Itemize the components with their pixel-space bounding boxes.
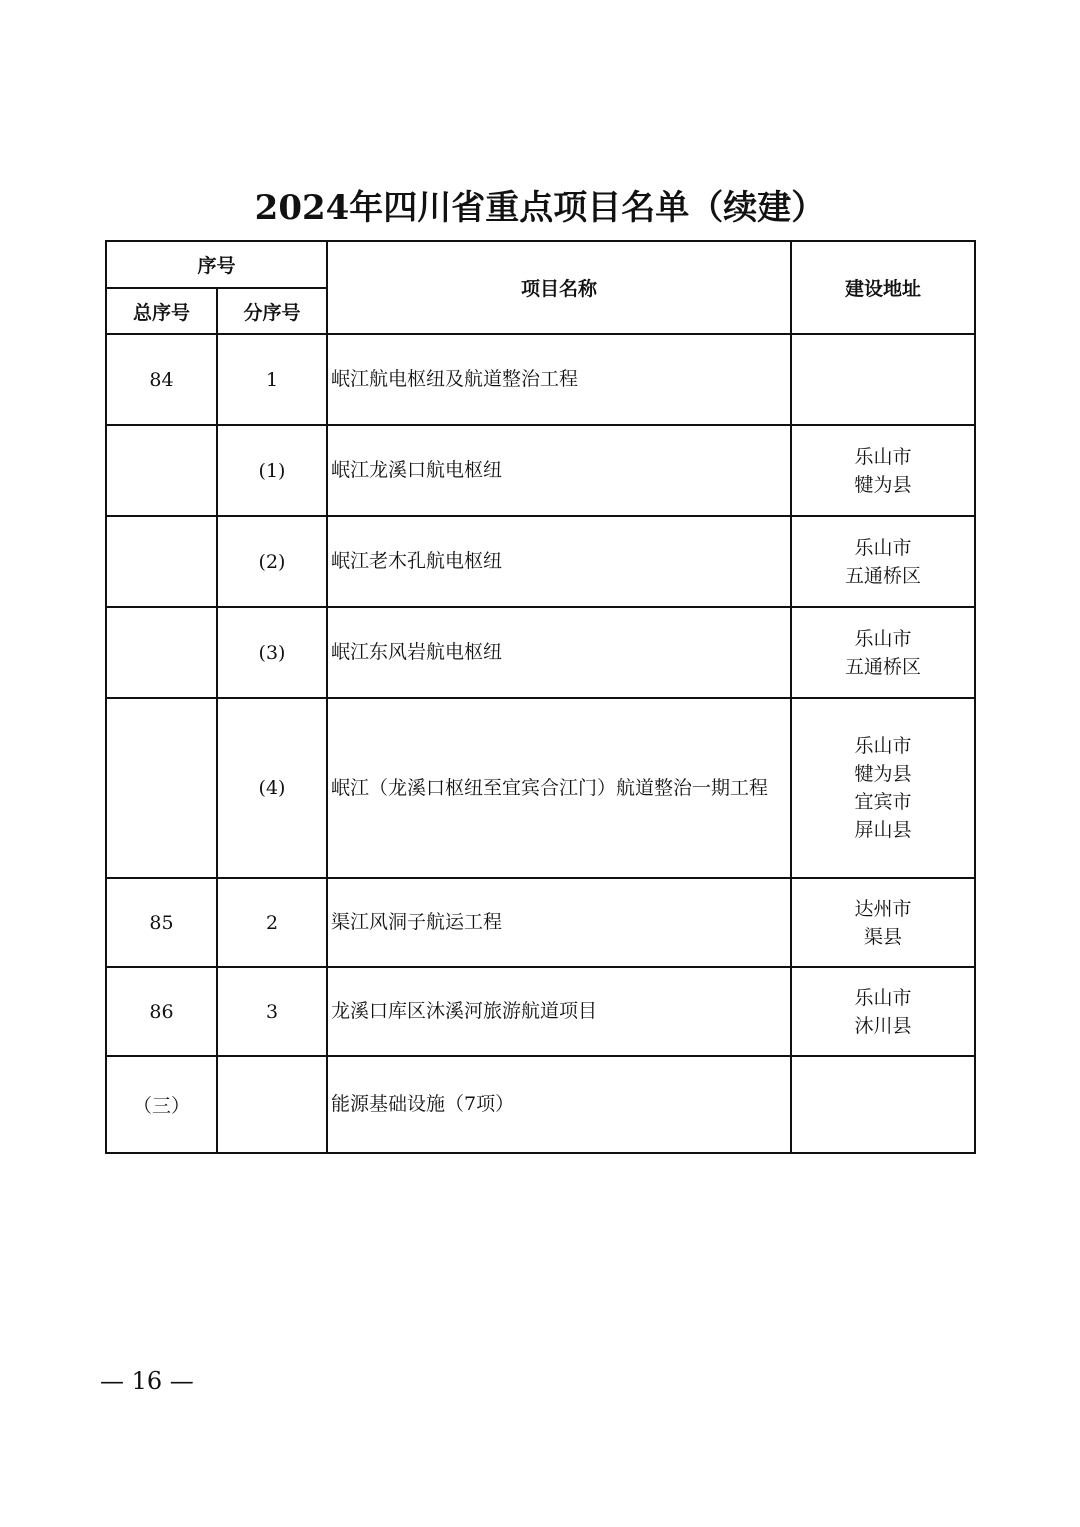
sub-seq-cell: 3: [217, 967, 327, 1056]
sub-seq-cell: (4): [217, 698, 327, 878]
header-sub-seq: 分序号: [217, 288, 327, 334]
address-line: 乐山市: [854, 986, 912, 1009]
project-table: [105, 240, 976, 1154]
sub-seq-cell: 1: [217, 334, 327, 425]
sub-seq-cell: (3): [217, 607, 327, 698]
table-row: [106, 607, 975, 698]
header-name: 项目名称: [327, 241, 791, 334]
address-line: 五通桥区: [845, 564, 922, 587]
total-seq-cell: 84: [106, 334, 217, 425]
page-title: 2024年四川省重点项目名单（续建）: [254, 188, 826, 228]
sub-seq-cell: 2: [217, 878, 327, 967]
total-seq-cell: （三）: [106, 1056, 217, 1153]
table-row: [106, 698, 975, 878]
address-cell: [791, 878, 975, 967]
table-row: [106, 516, 975, 607]
sub-seq-cell: (1): [217, 425, 327, 516]
address-line: 犍为县: [854, 763, 912, 785]
page-number: — 16 —: [100, 1367, 194, 1395]
sub-seq-cell: (2): [217, 516, 327, 607]
address-line: 乐山市: [854, 536, 912, 559]
address-line: 宜宾市: [854, 791, 912, 813]
address-cell: [791, 607, 975, 698]
project-name-cell: 岷江龙溪口航电枢纽: [327, 425, 791, 516]
address-line: 屏山县: [854, 819, 912, 841]
header-seq: 序号: [106, 241, 327, 288]
project-name-cell: 能源基础设施（7项）: [327, 1056, 791, 1153]
header-address: 建设地址: [791, 241, 975, 334]
total-seq-cell: [106, 425, 217, 516]
address-line: 犍为县: [854, 473, 912, 496]
address-cell: [791, 425, 975, 516]
project-name-cell: 龙溪口库区沐溪河旅游航道项目: [327, 967, 791, 1056]
table-row: [106, 967, 975, 1056]
address-line: 五通桥区: [845, 655, 922, 678]
address-line: 乐山市: [854, 445, 912, 468]
header-total-seq: 总序号: [106, 288, 217, 334]
total-seq-cell: 85: [106, 878, 217, 967]
address-cell: [791, 698, 975, 878]
address-cell: [791, 516, 975, 607]
project-name-cell: 岷江东风岩航电枢纽: [327, 607, 791, 698]
address-line: 沐川县: [854, 1014, 912, 1037]
project-name-cell: 岷江（龙溪口枢纽至宜宾合江门）航道整治一期工程: [327, 698, 791, 878]
table-row: [106, 1056, 975, 1153]
total-seq-cell: 86: [106, 967, 217, 1056]
sub-seq-cell: [217, 1056, 327, 1153]
address-line: 乐山市: [854, 735, 912, 757]
address-line: 达州市: [854, 897, 912, 920]
table-row: [106, 425, 975, 516]
address-line: 乐山市: [854, 627, 912, 650]
project-name-cell: 岷江航电枢纽及航道整治工程: [327, 334, 791, 425]
total-seq-cell: [106, 516, 217, 607]
address-cell: [791, 334, 975, 425]
table-row: [106, 878, 975, 967]
total-seq-cell: [106, 607, 217, 698]
project-name-cell: 渠江风洞子航运工程: [327, 878, 791, 967]
address-cell: [791, 1056, 975, 1153]
address-cell: [791, 967, 975, 1056]
address-line: 渠县: [864, 925, 903, 948]
project-name-cell: 岷江老木孔航电枢纽: [327, 516, 791, 607]
total-seq-cell: [106, 698, 217, 878]
table-row: [106, 334, 975, 425]
